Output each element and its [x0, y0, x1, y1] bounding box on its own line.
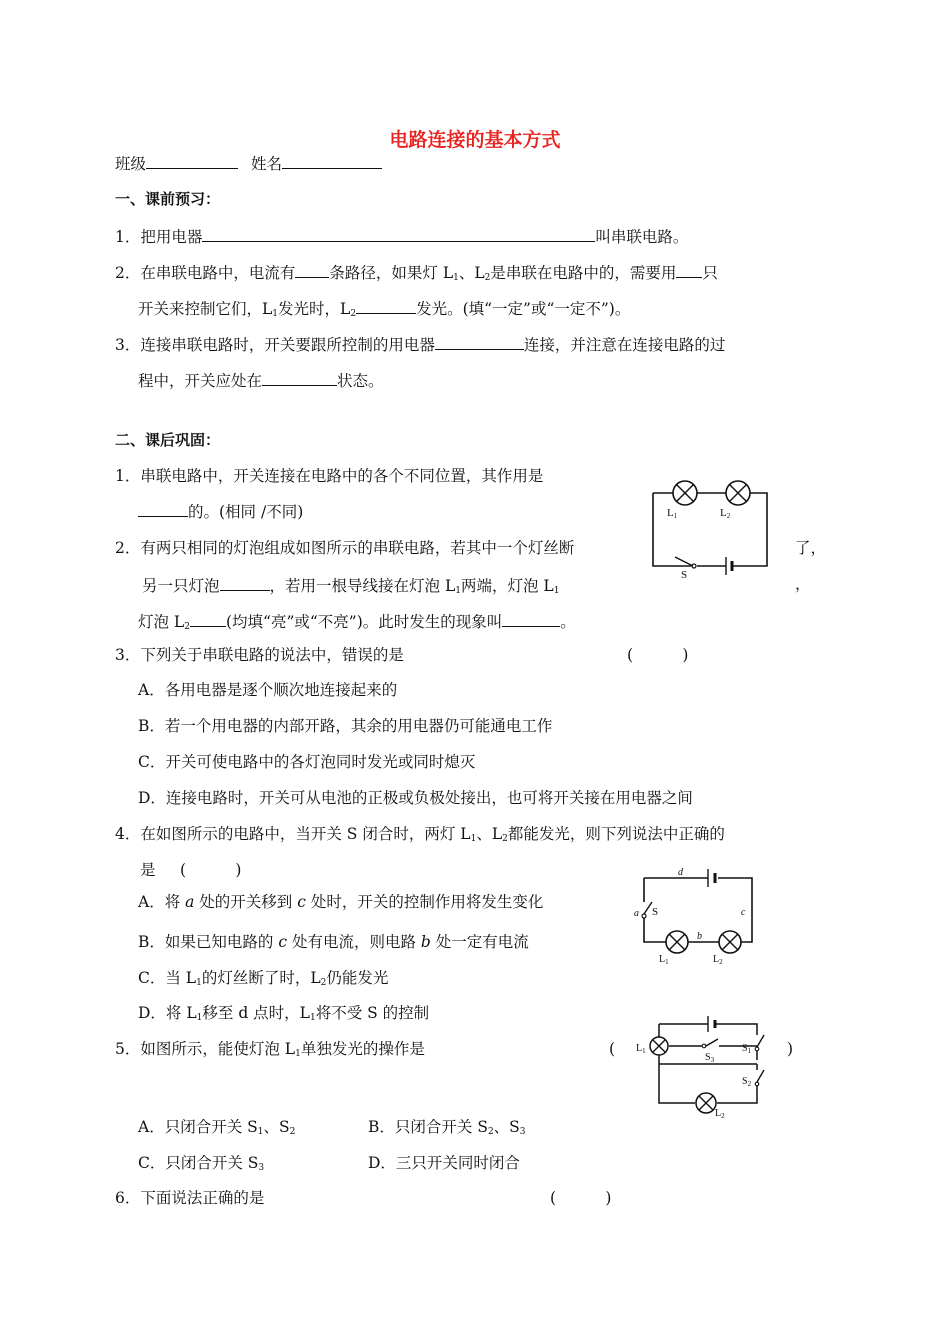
- fig2-label-s: S: [652, 906, 659, 918]
- option-text: 处时，开关的控制作用将发生变化: [305, 893, 544, 911]
- s1-q2-text: 条路径，如果灯 L: [329, 264, 454, 282]
- s2-q3-num: 3．: [115, 646, 141, 664]
- class-label: 班级: [115, 155, 147, 173]
- s2-q3-option-b: B．若一个用电器的内部开路，其余的用电器仍可能通电工作: [138, 717, 553, 735]
- option-text: 的灯丝断了时，L: [201, 969, 321, 987]
- subscript: 1: [470, 834, 477, 844]
- s1-q3-line1: [115, 333, 725, 355]
- s1-q2-line1: [115, 261, 718, 283]
- subscript: 1: [272, 309, 279, 319]
- s2-q2-text: 灯泡 L: [138, 613, 185, 631]
- switch-blade: [675, 557, 693, 566]
- switch-pivot: [702, 1044, 706, 1048]
- subscript: 2: [502, 834, 508, 844]
- s2-q5-stem: [115, 1039, 425, 1059]
- s2-q3-option-a: A．各用电器是逐个顺次地连接起来的: [138, 681, 398, 699]
- fig3-label-s3: $S_3$: [705, 1052, 715, 1064]
- subscript: 3: [258, 1163, 265, 1173]
- subscript: 1: [196, 1013, 203, 1023]
- subscript: 1: [553, 586, 560, 596]
- s2-q6-text: 下面说法正确的是: [140, 1189, 265, 1207]
- class-name-line: [115, 152, 382, 174]
- s2-q6-answer-paren[interactable]: ( ): [550, 1189, 612, 1207]
- switch-pivot: [642, 914, 646, 918]
- s2-q4-line2: [140, 860, 156, 880]
- subscript: 1: [309, 1013, 316, 1023]
- s1-q1-blank[interactable]: [202, 225, 595, 242]
- s2-q2-text: ，若用一根导线接在灯泡 L: [269, 577, 456, 595]
- fig3-label-s1: $S_1$: [742, 1043, 752, 1055]
- s2-q2-text: 另一只灯泡: [142, 577, 220, 595]
- section2-heading: 二、课后巩固：: [115, 431, 221, 449]
- s2-q5-paren-left[interactable]: (: [609, 1040, 616, 1058]
- option-var: c: [297, 893, 306, 911]
- s2-q4-line1: [115, 824, 725, 844]
- option-text: 将不受 S 的控制: [315, 1004, 430, 1022]
- lamp-icon: [666, 931, 688, 953]
- subscript: 1: [196, 978, 202, 988]
- subscript: 1: [295, 1049, 301, 1059]
- s2-q6-stem: [115, 1188, 264, 1208]
- option-var: a: [185, 893, 195, 911]
- switch-blade: [757, 1070, 764, 1082]
- switch-pivot: [755, 1047, 759, 1051]
- series-circuit-figure: [645, 480, 775, 580]
- s1-q1-num: 1．: [115, 228, 141, 246]
- subscript: 2: [487, 1127, 494, 1137]
- s2-q1-blank[interactable]: [138, 500, 188, 517]
- subscript: 2: [320, 978, 327, 988]
- subscript: 2: [484, 273, 491, 283]
- s2-q3-text: 下列关于串联电路的说法中，错误的是: [140, 646, 404, 664]
- subscript: 3: [519, 1127, 526, 1137]
- s2-q2-blank-l2[interactable]: [190, 610, 226, 627]
- s2-q5-option-b: [368, 1117, 526, 1137]
- s1-q2-line2: [138, 297, 630, 319]
- name-blank[interactable]: [282, 152, 382, 169]
- s2-q1-text: 串联电路中，开关连接在电路中的各个不同位置，其作用是: [140, 467, 544, 485]
- s2-q5-num: 5．: [115, 1040, 141, 1058]
- s2-q2-text: (均填“亮”或“不亮”)。此时发生的现象叫: [225, 613, 503, 631]
- s2-q6-num: 6．: [115, 1189, 141, 1207]
- option-text: A．将: [138, 893, 186, 911]
- s1-q1-text: 把用电器: [140, 228, 203, 246]
- option-text: 、S: [263, 1118, 290, 1136]
- s2-q2-line3: [138, 610, 576, 632]
- section1-heading: 一、课前预习：: [115, 190, 221, 208]
- subscript: 2: [289, 1127, 296, 1137]
- s2-q2-line2: [142, 574, 559, 596]
- subscript: 1: [453, 273, 459, 283]
- s1-q3-text: 程中，开关应处在: [138, 372, 263, 390]
- switch-pivot: [755, 1082, 759, 1086]
- s2-q4-option-a: [138, 892, 543, 912]
- s2-q5-option-c: [138, 1153, 264, 1173]
- option-text: B．只闭合开关 S: [368, 1118, 488, 1136]
- s2-q2-blank-other[interactable]: [220, 574, 270, 591]
- s2-q3-answer-paren[interactable]: ( ): [627, 646, 689, 664]
- option-text: 仍能发光: [326, 969, 389, 987]
- s2-q2-text-end2: ，: [795, 575, 811, 593]
- s1-q2-blank-light[interactable]: [356, 297, 416, 314]
- lamp-icon: [673, 481, 697, 505]
- fig2-label-a: a: [634, 908, 639, 919]
- s2-q2-blank-phenomenon[interactable]: [502, 610, 560, 627]
- s2-q4-answer-paren[interactable]: ( ): [180, 861, 242, 879]
- option-text: 处有电流，则电路: [287, 933, 421, 951]
- s1-q1: [115, 225, 688, 247]
- s2-q4-option-b: [138, 932, 529, 952]
- option-var: c: [278, 933, 288, 951]
- s2-q2-text: 两端，灯泡 L: [460, 577, 554, 595]
- s1-q2-text: 是串联在电路中的，需要用: [490, 264, 677, 282]
- fig3-label-s2: $S_2$: [742, 1076, 752, 1088]
- s1-q3-num: 3．: [115, 336, 141, 354]
- switch-position-circuit-figure: [632, 864, 762, 964]
- fig3-label-l1: $L_1$: [636, 1043, 646, 1055]
- s2-q2-num: 2．: [115, 539, 141, 557]
- fig2-label-l1: $L_1$: [659, 954, 669, 966]
- s1-q2-text: 开关来控制它们，L: [138, 300, 273, 318]
- s2-q5-option-d: D．三只开关同时闭合: [368, 1154, 520, 1172]
- name-label: 姓名: [250, 155, 282, 173]
- s2-q4-num: 4．: [115, 825, 141, 843]
- s1-q1-text-end: 叫串联电路。: [595, 228, 689, 246]
- s2-q1-line1: [115, 466, 543, 486]
- s2-q4-text: 、L: [476, 825, 503, 843]
- s2-q3-option-d: D．连接电路时，开关可从电池的正极或负极处接出，也可将开关接在用电器之间: [138, 789, 693, 807]
- s2-q4-text: 是: [140, 861, 156, 879]
- s2-q2-line1: [115, 538, 574, 558]
- s2-q3-stem: [115, 645, 404, 665]
- s1-q3-text: 状态。: [337, 372, 384, 390]
- s1-q3-blank-state[interactable]: [262, 369, 337, 386]
- subscript: 1: [257, 1127, 264, 1137]
- s2-q2-text: 有两只相同的灯泡组成如图所示的串联电路，若其中一个灯丝断: [140, 539, 575, 557]
- s1-q2-text: 发光时，L: [278, 300, 351, 318]
- fig1-label-l2: L2: [720, 507, 731, 520]
- s2-q4-text: 在如图所示的电路中，当开关 S 闭合时，两灯 L: [140, 825, 471, 843]
- option-text: 处的开关移到: [194, 893, 298, 911]
- fig2-label-l2: $L_2$: [713, 954, 723, 966]
- s2-q2-text-end: 了，: [795, 539, 827, 557]
- s1-q2-blank-paths[interactable]: [295, 261, 329, 278]
- switch-blade: [644, 902, 652, 914]
- switch-blade: [706, 1039, 718, 1046]
- s2-q4-text: 都能发光，则下列说法中正确的: [507, 825, 725, 843]
- lamp-icon: [696, 1093, 716, 1113]
- s1-q2-text: 、L: [458, 264, 485, 282]
- three-switch-circuit-figure: [636, 1016, 778, 1120]
- s2-q2-text: 。: [560, 613, 576, 631]
- s1-q2-text: 发光。(填“一定”或“一定不”)。: [416, 300, 631, 318]
- s2-q5-text: 如图所示，能使灯泡 L: [140, 1040, 296, 1058]
- subscript: 2: [350, 309, 357, 319]
- option-var: b: [420, 933, 431, 951]
- class-blank[interactable]: [146, 152, 238, 169]
- s2-q5-paren-right[interactable]: ): [787, 1040, 794, 1058]
- lamp-icon: [726, 481, 750, 505]
- fig1-label-s: S: [681, 569, 688, 581]
- option-text: 、S: [493, 1118, 520, 1136]
- s2-q4-option-d: [138, 1003, 429, 1023]
- option-text: D．将 L: [138, 1004, 197, 1022]
- fig2-label-c: c: [741, 907, 746, 918]
- s1-q2-num: 2．: [115, 264, 141, 282]
- s2-q5-option-a: [138, 1117, 295, 1137]
- option-text: B．如果已知电路的: [138, 933, 279, 951]
- option-text: 移至 d 点时，L: [202, 1004, 310, 1022]
- option-text: 处一定有电流: [430, 933, 529, 951]
- s1-q3-text: 连接，并注意在连接电路的过: [523, 336, 726, 354]
- subscript: 2: [184, 622, 190, 632]
- s2-q3-option-c: C．开关可使电路中的各灯泡同时发光或同时熄灭: [138, 753, 476, 771]
- fig3-label-l2: $L_2$: [715, 1108, 725, 1120]
- lamp-icon: [719, 931, 741, 953]
- page-title: 电路连接的基本方式: [389, 129, 561, 151]
- option-text: C．只闭合开关 S: [138, 1154, 259, 1172]
- s1-q2-blank-count[interactable]: [676, 261, 702, 278]
- s2-q1-line2: [138, 500, 303, 522]
- fig2-label-b: b: [697, 931, 702, 942]
- s1-q2-text: 在串联电路中，电流有: [140, 264, 296, 282]
- s2-q1-num: 1．: [115, 467, 141, 485]
- switch-blade: [757, 1035, 764, 1047]
- option-text: A．只闭合开关 S: [138, 1118, 258, 1136]
- option-text: C．当 L: [138, 969, 197, 987]
- s2-q1-text: 的。(相同 /不同): [188, 503, 304, 521]
- s1-q3-line2: [138, 369, 384, 391]
- subscript: 1: [455, 586, 461, 596]
- s2-q4-option-c: [138, 968, 388, 988]
- fig2-label-d: d: [678, 867, 683, 878]
- fig1-label-l1: L1: [667, 507, 678, 520]
- lamp-icon: [650, 1037, 668, 1055]
- s2-q5-text: 单独发光的操作是: [300, 1040, 425, 1058]
- s1-q3-blank-connect[interactable]: [435, 333, 524, 350]
- s1-q2-text: 只: [702, 264, 718, 282]
- s1-q3-text: 连接串联电路时，开关要跟所控制的用电器: [140, 336, 435, 354]
